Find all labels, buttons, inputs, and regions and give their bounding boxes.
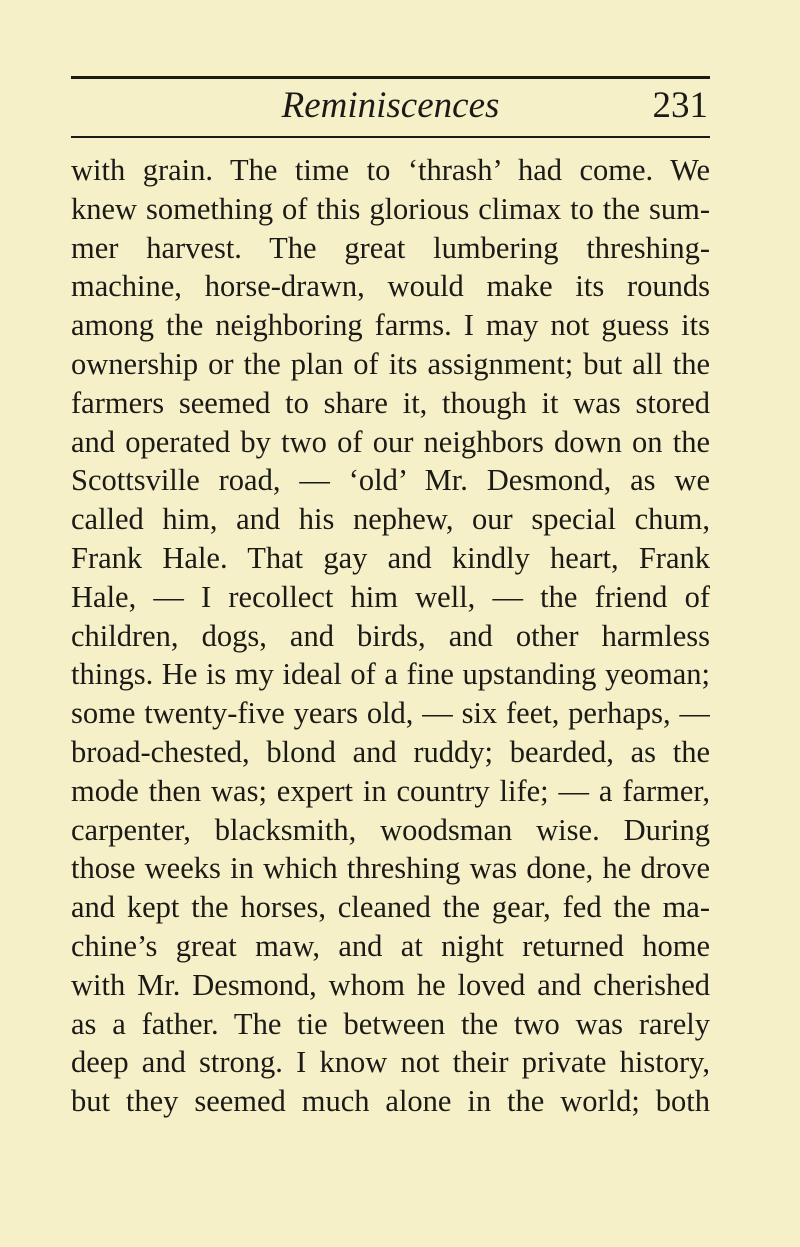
text-line: with Mr. Desmond, whom he loved and cherished [71, 967, 710, 1002]
text-line: things. He is my ideal of a fine upstanding yeoman; [71, 657, 710, 692]
header-rule-bottom [71, 136, 710, 138]
text-line: children, dogs, and birds, and other harmless [71, 618, 710, 653]
body-text [71, 151, 710, 1121]
text-line: with grain. The time to ‘thrash’ had come. We [71, 153, 710, 187]
text-line: carpenter, blacksmith, woodsman wise. During [71, 812, 710, 847]
running-head [71, 82, 710, 130]
header-rule-top [71, 76, 710, 79]
text-line: machine, horse-drawn, would make its rounds [71, 269, 710, 304]
text-line: chine’s great maw, and at night returned home [71, 928, 710, 963]
text-line: some twenty-five years old, — six feet, perhaps, — [71, 696, 710, 731]
text-line: and kept the horses, cleaned the gear, fed the ma- [71, 890, 710, 925]
text-line: Hale, — I recollect him well, — the friend of [71, 579, 710, 614]
text-line: Scottsville road, — ‘old’ Mr. Desmond, as we [71, 463, 710, 498]
text-line: farmers seemed to share it, though it was stored [71, 385, 710, 420]
text-line: those weeks in which threshing was done, he drove [71, 851, 710, 886]
text-line: Frank Hale. That gay and kindly heart, Frank [71, 540, 710, 575]
text-line: knew something of this glorious climax to the sum- [71, 191, 710, 226]
text-line: broad-chested, blond and ruddy; bearded, as the [71, 734, 710, 769]
text-line: and operated by two of our neighbors down on the [71, 424, 710, 459]
text-line: ownership or the plan of its assignment; but all the [71, 346, 710, 381]
text-line: mode then was; expert in country life; — a farmer, [71, 773, 710, 808]
text-line: called him, and his nephew, our special chum, [71, 502, 710, 537]
text-line: deep and strong. I know not their private history, [71, 1045, 710, 1080]
running-head-title: Reminiscences [281, 85, 500, 126]
text-line: among the neighboring farms. I may not guess its [71, 308, 710, 343]
text-line: mer harvest. The great lumbering threshing- [71, 230, 710, 265]
text-line: but they seemed much alone in the world; both [71, 1084, 710, 1119]
page-number: 231 [652, 85, 708, 126]
text-line: as a father. The tie between the two was rarely [71, 1006, 710, 1041]
